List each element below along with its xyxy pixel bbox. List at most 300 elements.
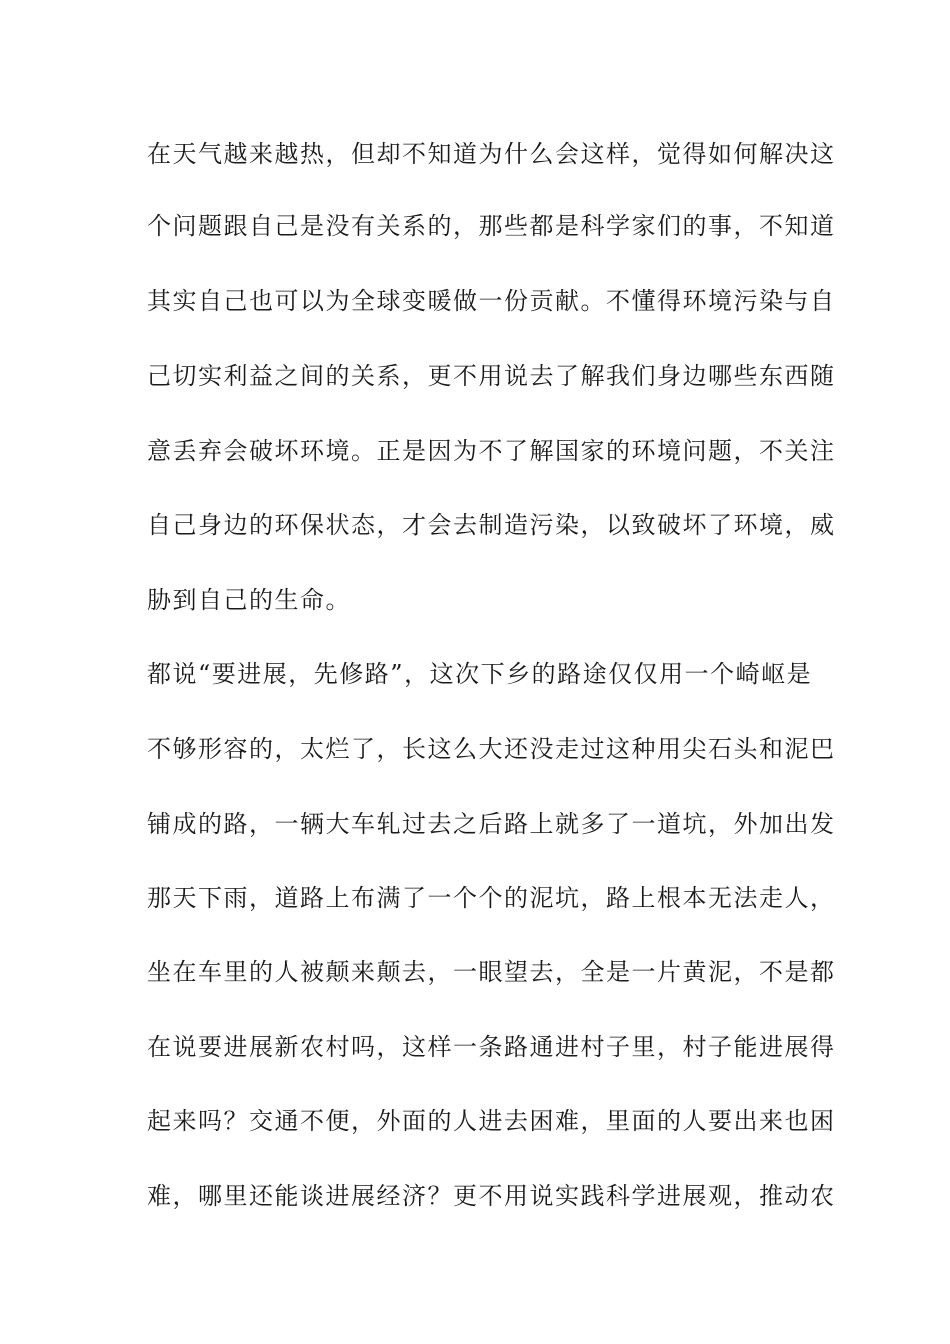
text-char: 仅 (633, 660, 660, 688)
text-char: 身 (657, 362, 683, 390)
text-char: 通 (274, 1107, 300, 1135)
text-char: 过 (402, 810, 428, 838)
text-char: 辆 (300, 810, 326, 838)
text-char: 是 (786, 660, 813, 688)
text-char: 间 (300, 362, 326, 390)
text-char: 么 (453, 735, 479, 763)
text-char: 眼 (478, 958, 504, 986)
text-char: 问 (682, 437, 708, 465)
text-char: 去 (427, 810, 453, 838)
text-char: 进 (657, 1182, 683, 1210)
text-char: 够 (172, 735, 198, 763)
text-char: 的 (657, 1107, 683, 1135)
text-char: 来 (351, 958, 377, 986)
text-line (147, 733, 836, 765)
text-char: 进 (223, 1033, 249, 1061)
text-char: 出 (733, 1107, 759, 1135)
text-char: 进 (237, 660, 263, 688)
text-char: 不 (402, 140, 428, 168)
text-char: ， (376, 1033, 402, 1061)
text-char: 。 (351, 437, 377, 465)
text-char: 了 (708, 511, 734, 539)
text-char: 家 (631, 212, 657, 240)
text-char: 们 (657, 212, 683, 240)
text-char: 题 (708, 437, 734, 465)
text-char: 了 (504, 437, 530, 465)
text-char: 环 (733, 511, 759, 539)
text-char: 什 (504, 140, 530, 168)
text-char: 一 (453, 958, 479, 986)
text-char: 这 (402, 1033, 428, 1061)
text-char: 上 (631, 884, 657, 912)
text-char: 觉 (657, 140, 683, 168)
text-char: 坏 (274, 437, 300, 465)
text-char: 个 (478, 884, 504, 912)
text-char: 的 (606, 437, 632, 465)
text-char: 自 (198, 287, 224, 315)
text-char: ， (631, 140, 657, 168)
text-char: 切 (172, 362, 198, 390)
text-char: 这 (606, 735, 632, 763)
text-char: 路 (557, 660, 583, 688)
text-char: 用 (657, 735, 683, 763)
text-char: 境 (657, 437, 683, 465)
text-char: 烂 (325, 735, 351, 763)
text-char: 巴 (810, 735, 836, 763)
text-line: 胁到自己的生命。 (147, 586, 351, 614)
text-char: 污 (733, 287, 759, 315)
text-char: 的 (249, 511, 275, 539)
text-line (147, 360, 836, 392)
text-char: 些 (733, 362, 759, 390)
text-char: 种 (631, 735, 657, 763)
text-char: ， (708, 810, 734, 838)
text-char: 路 (300, 884, 326, 912)
text-char: 气 (198, 140, 224, 168)
text-char: 不 (147, 735, 173, 763)
text-char: ， (733, 958, 759, 986)
text-char: 利 (223, 362, 249, 390)
text-char: 困 (810, 1107, 836, 1135)
text-char: 村 (682, 1033, 708, 1061)
text-char: 哪 (708, 362, 734, 390)
text-char: 边 (223, 511, 249, 539)
text-char: 的 (249, 958, 275, 986)
text-char: 本 (682, 884, 708, 912)
text-char: 与 (784, 287, 810, 315)
text-char: 国 (555, 437, 581, 465)
text-char: 知 (427, 140, 453, 168)
text-char: 一 (478, 287, 504, 315)
text-char: 天 (172, 140, 198, 168)
text-char: 些 (504, 212, 530, 240)
text-char: ， (580, 884, 606, 912)
text-char: 头 (733, 735, 759, 763)
text-char: 自 (249, 212, 275, 240)
text-char: 去 (529, 958, 555, 986)
text-char: 不 (300, 1107, 326, 1135)
text-char: 用 (504, 1182, 530, 1210)
text-char: 实 (198, 362, 224, 390)
text-char: 条 (478, 1033, 504, 1061)
text-char: 得 (657, 287, 683, 315)
text-char: 子 (606, 1033, 632, 1061)
text-char: 进 (759, 1033, 785, 1061)
text-char: 修 (339, 660, 365, 688)
text-char: 展 (682, 1182, 708, 1210)
text-char: 加 (759, 810, 785, 838)
text-char: 发 (810, 810, 836, 838)
text-char: 路 (364, 660, 391, 688)
text-char: 不 (453, 362, 479, 390)
text-char: 状 (325, 511, 351, 539)
text-char: 环 (300, 437, 326, 465)
text-char: 境 (759, 511, 785, 539)
text-char: 的 (427, 212, 453, 240)
text-char: 更 (427, 362, 453, 390)
text-char: 要 (211, 660, 238, 688)
text-char: 是 (784, 958, 810, 986)
text-char: 西 (784, 362, 810, 390)
text-char: 在 (147, 140, 173, 168)
text-char: 以 (300, 287, 326, 315)
text-char: 天 (172, 884, 198, 912)
text-char: 去 (453, 511, 479, 539)
text-char: 有 (351, 212, 377, 240)
text-char: 暖 (427, 287, 453, 315)
text-char: 道 (657, 810, 683, 838)
text-char: ” (390, 660, 405, 688)
text-char: 吗 (351, 1033, 377, 1061)
text-char: 坑 (682, 810, 708, 838)
text-char: 的 (249, 735, 275, 763)
text-char: 一 (684, 660, 711, 688)
text-char: 外 (376, 1107, 402, 1135)
text-char: 东 (759, 362, 785, 390)
text-char: 还 (504, 735, 530, 763)
text-char: 法 (733, 884, 759, 912)
text-char: 身 (198, 511, 224, 539)
text-char: 环 (631, 437, 657, 465)
text-char: 全 (580, 958, 606, 986)
text-char: 经 (376, 1182, 402, 1210)
text-char: 农 (300, 1033, 326, 1061)
text-char: 自 (810, 287, 836, 315)
text-char: 用 (659, 660, 685, 688)
text-char: 次 (455, 660, 481, 688)
text-char: 知 (784, 212, 810, 240)
text-char: 这 (427, 735, 453, 763)
text-line (147, 285, 836, 317)
text-char: 染 (555, 511, 581, 539)
text-char: 致 (631, 511, 657, 539)
text-char: 里 (223, 958, 249, 986)
text-char: 在 (147, 1033, 173, 1061)
text-char: ， (657, 1033, 683, 1061)
text-line (147, 1180, 836, 1212)
text-char: 崎 (735, 660, 762, 688)
text-char: 为 (325, 287, 351, 315)
text-char: 跟 (223, 212, 249, 240)
text-char: 石 (708, 735, 734, 763)
text-char: 路 (504, 1033, 530, 1061)
text-char: 都 (810, 958, 836, 986)
text-char: 片 (657, 958, 683, 986)
text-char: 尖 (682, 735, 708, 763)
text-char: ， (580, 1107, 606, 1135)
text-char: 上 (529, 810, 555, 838)
text-char: 的 (504, 884, 530, 912)
text-char: 通 (529, 1033, 555, 1061)
text-char: 我 (606, 362, 632, 390)
text-char: ， (325, 140, 351, 168)
text-char: 说 (172, 660, 198, 688)
text-char: 学 (631, 1182, 657, 1210)
text-char: 大 (325, 810, 351, 838)
text-char: 难 (555, 1107, 581, 1135)
text-char: 能 (274, 1182, 300, 1210)
text-char: 没 (325, 212, 351, 240)
text-char: 解 (529, 437, 555, 465)
text-char: 们 (631, 362, 657, 390)
text-char: 去 (529, 362, 555, 390)
text-char: 全 (351, 287, 377, 315)
text-char: 了 (606, 810, 632, 838)
text-char: 关 (784, 437, 810, 465)
text-char: 解 (759, 140, 785, 168)
text-char: 那 (147, 884, 173, 912)
text-char: 是 (300, 212, 326, 240)
text-char: ， (376, 511, 402, 539)
text-char: 颠 (376, 958, 402, 986)
text-char: 无 (708, 884, 734, 912)
text-char: 下 (198, 884, 224, 912)
text-char: ， (427, 958, 453, 986)
text-char: 其 (147, 287, 173, 315)
text-char: 长 (402, 735, 428, 763)
text-char: 和 (759, 735, 785, 763)
text-char: 展 (784, 1033, 810, 1061)
text-char: 了 (555, 362, 581, 390)
text-char: 泥 (784, 735, 810, 763)
text-char: ？ (223, 1107, 249, 1135)
text-char: 走 (555, 735, 581, 763)
text-char: 会 (223, 437, 249, 465)
text-char: 里 (223, 1182, 249, 1210)
text-char: 是 (606, 958, 632, 986)
text-char: 泥 (529, 884, 555, 912)
text-char: 的 (198, 810, 224, 838)
text-char: 为 (453, 437, 479, 465)
text-char: 道 (810, 212, 836, 240)
text-char: 黄 (682, 958, 708, 986)
text-char: ， (453, 212, 479, 240)
text-char: 境 (325, 437, 351, 465)
text-char: 如 (708, 140, 734, 168)
text-char: 以 (606, 511, 632, 539)
text-char: 己 (274, 212, 300, 240)
text-char: 来 (172, 1107, 198, 1135)
text-char: 岖 (761, 660, 787, 688)
text-char: 人 (784, 884, 810, 912)
text-char: 下 (480, 660, 507, 688)
text-char: 上 (325, 884, 351, 912)
text-char: 后 (478, 810, 504, 838)
text-char: 环 (682, 287, 708, 315)
text-char: ， (404, 660, 430, 688)
text-char: 一 (631, 810, 657, 838)
text-char: 去 (402, 958, 428, 986)
text-char: 路 (504, 810, 530, 838)
text-char: 面 (631, 1107, 657, 1135)
text-char: 展 (262, 660, 289, 688)
text-char: 轧 (376, 810, 402, 838)
text-char: ， (351, 1107, 377, 1135)
text-char: 的 (427, 1107, 453, 1135)
text-char: 威 (810, 511, 836, 539)
text-char: 望 (504, 958, 530, 986)
text-char: 坏 (682, 511, 708, 539)
text-char: 球 (376, 287, 402, 315)
text-char: 人 (274, 958, 300, 986)
text-char: ？ (427, 1182, 453, 1210)
text-char: 用 (478, 362, 504, 390)
text-char: 是 (402, 437, 428, 465)
text-char: 实 (555, 1182, 581, 1210)
text-char: 推 (759, 1182, 785, 1210)
text-char: 都 (147, 660, 173, 688)
text-char: ， (733, 1182, 759, 1210)
text-char: 农 (810, 1182, 836, 1210)
text-char: 进 (325, 1182, 351, 1210)
text-char: 污 (529, 511, 555, 539)
text-char: 决 (784, 140, 810, 168)
text-char: 要 (198, 1033, 224, 1061)
text-char: 根 (657, 884, 683, 912)
text-char: 一 (453, 1033, 479, 1061)
text-char: 雨 (223, 884, 249, 912)
text-char: 个 (453, 884, 479, 912)
text-char: 里 (606, 1107, 632, 1135)
text-char: 懂 (631, 287, 657, 315)
text-char: 关 (376, 212, 402, 240)
text-char: 路 (606, 884, 632, 912)
text-char: 泥 (708, 958, 734, 986)
text-char: 是 (555, 212, 581, 240)
text-char: 不 (759, 212, 785, 240)
text-char: 己 (223, 287, 249, 315)
text-char: ， (402, 362, 428, 390)
text-char: 说 (504, 362, 530, 390)
text-char: 铺 (147, 810, 173, 838)
text-line (147, 509, 836, 541)
text-char: 展 (351, 1182, 377, 1210)
text-char: 来 (249, 140, 275, 168)
text-char: ， (274, 735, 300, 763)
text-char: 制 (478, 511, 504, 539)
text-char: 仅 (608, 660, 634, 688)
text-char: 越 (223, 140, 249, 168)
text-line (147, 1031, 836, 1063)
text-char: ， (288, 660, 314, 688)
text-char: 车 (351, 810, 377, 838)
text-char: 实 (172, 287, 198, 315)
text-char: ， (810, 884, 836, 912)
text-char: 还 (249, 1182, 275, 1210)
text-char: 。 (580, 287, 606, 315)
text-char: 么 (529, 140, 555, 168)
text-char: 人 (453, 1107, 479, 1135)
text-char: 会 (555, 140, 581, 168)
text-char: 破 (657, 511, 683, 539)
text-char: ， (580, 511, 606, 539)
text-char: 观 (708, 1182, 734, 1210)
text-char: 外 (733, 810, 759, 838)
text-char: 一 (274, 810, 300, 838)
text-char: 进 (478, 1107, 504, 1135)
text-char: 献 (555, 287, 581, 315)
text-char: 容 (223, 735, 249, 763)
text-char: 来 (759, 1107, 785, 1135)
text-char: 太 (300, 735, 326, 763)
text-char: 大 (478, 735, 504, 763)
text-char: 题 (198, 212, 224, 240)
text-char: 正 (376, 437, 402, 465)
text-char: 去 (504, 1107, 530, 1135)
text-char: 造 (504, 511, 530, 539)
text-char: 也 (249, 287, 275, 315)
text-char: 边 (682, 362, 708, 390)
text-char: 系 (402, 212, 428, 240)
text-char: 态 (351, 511, 377, 539)
text-char: 了 (351, 735, 377, 763)
text-char: 在 (172, 958, 198, 986)
text-char: 丢 (172, 437, 198, 465)
text-char: 因 (427, 437, 453, 465)
text-char: 子 (708, 1033, 734, 1061)
text-char: 自 (147, 511, 173, 539)
text-char: 过 (580, 735, 606, 763)
text-char: 新 (274, 1033, 300, 1061)
text-char: ， (784, 511, 810, 539)
text-char: 样 (606, 140, 632, 168)
text-char: 一 (427, 884, 453, 912)
text-char: 不 (759, 958, 785, 986)
text-char: 不 (478, 1182, 504, 1210)
text-char: 车 (198, 958, 224, 986)
text-char: 科 (606, 1182, 632, 1210)
text-char: 吗 (198, 1107, 224, 1135)
text-char: 便 (325, 1107, 351, 1135)
text-char: 意 (147, 437, 173, 465)
text-char: 系 (376, 362, 402, 390)
text-line (147, 808, 836, 840)
text-char: 破 (249, 437, 275, 465)
text-line (147, 138, 836, 170)
text-char: 份 (504, 287, 530, 315)
text-char: 热 (300, 140, 326, 168)
text-char: 先 (313, 660, 340, 688)
text-char: 道 (274, 884, 300, 912)
text-char: ， (376, 735, 402, 763)
text-char: 起 (147, 1107, 173, 1135)
text-char: 的 (682, 212, 708, 240)
text-char: 满 (376, 884, 402, 912)
text-char: 能 (733, 1033, 759, 1061)
text-char: 出 (784, 810, 810, 838)
text-line (147, 658, 813, 690)
text-char: 科 (580, 212, 606, 240)
